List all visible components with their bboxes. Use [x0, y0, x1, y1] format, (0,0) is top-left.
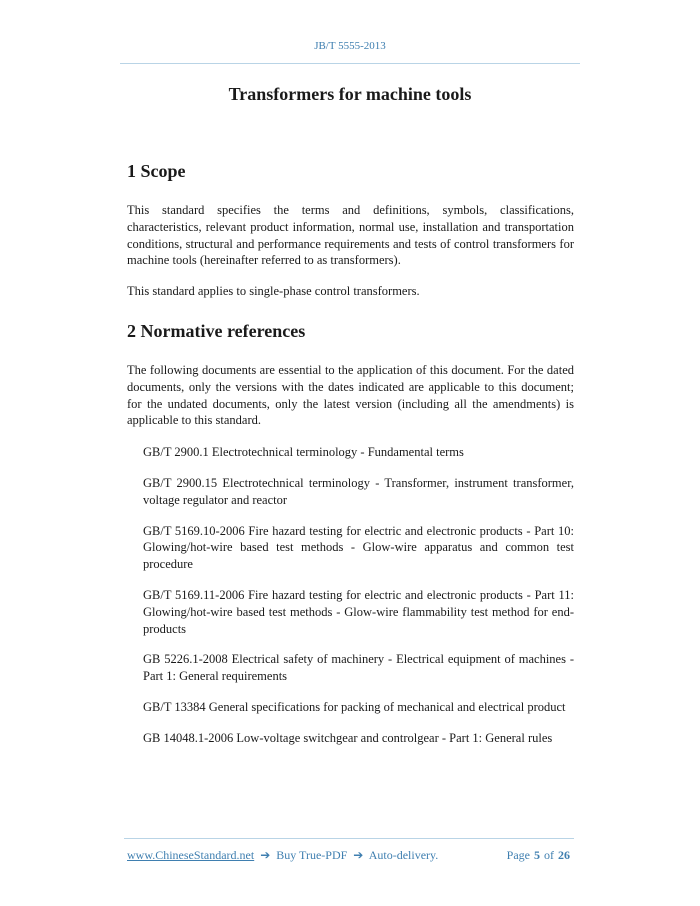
reference-item: GB 5226.1-2008 Electrical safety of machinery - Electrical equipment of machines - Part 1: General requirements	[143, 652, 574, 684]
reference-item: GB/T 2900.1 Electrotechnical terminology - Fundamental terms	[143, 445, 464, 460]
header-divider	[120, 63, 580, 64]
page-footer	[127, 848, 574, 864]
arrow-right-icon: ➔	[353, 848, 364, 862]
buy-pdf-text: Buy True-PDF	[276, 848, 348, 862]
reference-item: GB/T 5169.10-2006 Fire hazard testing for electric and electronic products - Part 10: Glowing/hot-wire based test methods - Glow-wire apparatus and common test procedure	[143, 523, 574, 572]
page-total: 26	[558, 848, 570, 862]
page-label: Page	[506, 848, 530, 862]
scope-paragraph: This standard specifies the terms and definitions, symbols, classifications, characteristics, relevant product information, normal use, installation and transportation conditions, structural and performance requirements and tests of control transformers for machine tools (hereinafter referred to as transformers).	[127, 203, 574, 268]
footer-divider	[124, 838, 574, 839]
section-heading-normative-references: 2 Normative references	[127, 320, 306, 341]
document-title: Transformers for machine tools	[228, 84, 472, 104]
website-link[interactable]: www.ChineseStandard.net	[127, 848, 255, 862]
reference-item: GB/T 2900.15 Electrotechnical terminology - Transformer, instrument transformer, voltage regulator and reactor	[143, 475, 574, 507]
reference-list	[127, 444, 574, 746]
scope-paragraph: This standard applies to single-phase control transformers.	[127, 284, 420, 299]
delivery-text: Auto-delivery.	[368, 848, 439, 862]
arrow-right-icon: ➔	[260, 848, 271, 862]
references-intro: The following documents are essential to the application of this document. For the dated documents, only the versions with the dates indicated are applicable to this document; for the undated documents, only the latest version (including all the amendments) is applicable to this standard.	[127, 362, 574, 428]
page-indicator	[507, 848, 574, 863]
footer-promo	[127, 848, 438, 863]
reference-item: GB 14048.1-2006 Low-voltage switchgear and controlgear - Part 1: General rules	[143, 730, 553, 745]
reference-item: GB/T 13384 General specifications for packing of mechanical and electrical product	[143, 699, 566, 714]
page-of-label: of	[544, 848, 554, 862]
reference-item: GB/T 5169.11-2006 Fire hazard testing for electric and electronic products - Part 11: Glowing/hot-wire based test methods - Glow-wire flammability test method for end-products	[143, 587, 574, 636]
section-heading-scope: 1 Scope	[127, 161, 186, 181]
page-body	[127, 158, 574, 761]
page-current: 5	[534, 848, 540, 862]
running-header	[0, 40, 700, 52]
document-number: JB/T 5555-2013	[314, 40, 386, 52]
